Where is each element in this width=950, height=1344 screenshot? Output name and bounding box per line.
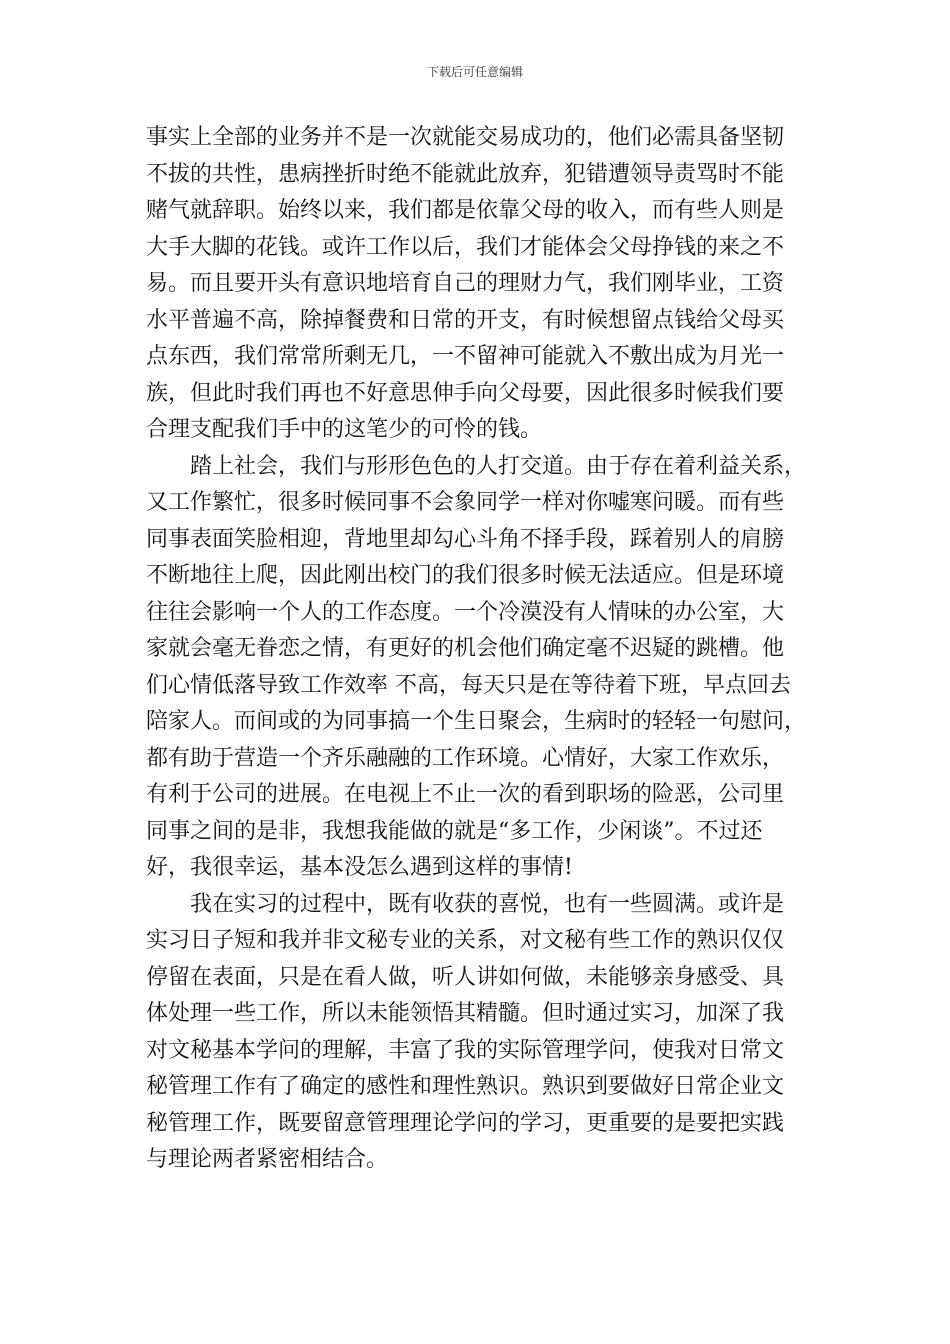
text-line: 我在实习的过程中，既有收获的喜悦，也有一些圆满。或许是 xyxy=(190,891,785,917)
text-line: 踏上社会，我们与形形色色的人打交道。由于存在着利益关系， xyxy=(190,453,807,479)
paragraph-1 xyxy=(146,120,808,449)
text-line: 大手大脚的花钱。或许工作以后，我们才能体会父母挣钱的来之不 xyxy=(146,234,785,260)
text-line: 不拔的共性，患病挫折时绝不能就此放弃，犯错遭领导责骂时不能 xyxy=(146,161,785,187)
text-line: 有利于公司的进展。在电视上不止一次的看到职场的险恶，公司里 xyxy=(146,782,785,807)
text-line: 族，但此时我们再也不好意思伸手向父母要，因此很多时候我们要 xyxy=(146,380,785,406)
text-line: 秘管理工作有了确定的感性和理性熟识。熟识到要做好日常企业文 xyxy=(146,1074,785,1099)
paragraph-3 xyxy=(146,887,808,1179)
text-line: 实习日子短和我并非文秘专业的关系，对文秘有些工作的熟识仅仅 xyxy=(146,928,785,953)
text-line: 对文秘基本学问的理解，丰富了我的实际管理学问，使我对日常文 xyxy=(146,1037,785,1063)
text-line: 停留在表面，只是在看人做，听人讲如何做，未能够亲身感受、具 xyxy=(146,964,785,990)
text-line: 都有助于营造一个齐乐融融的工作环境。心情好，大家工作欢乐， xyxy=(146,745,785,771)
text-line: 秘管理工作，既要留意管理理论学问的学习，更重要的是要把实践 xyxy=(146,1110,785,1136)
page-header: 下载后可任意编辑 xyxy=(426,65,523,79)
text-line: 与理论两者紧密相结合。 xyxy=(146,1147,389,1172)
text-line: 同事之间的是非，我想我能做的就是“多工作，少闲谈”。不过还 xyxy=(146,818,763,844)
text-line: 同事表面笑脸相迎，背地里却勾心斗角不择手段，踩着别人的肩膀 xyxy=(146,526,785,552)
text-line: 点东西，我们常常所剩无几，一不留神可能就入不敷出成为月光一 xyxy=(146,344,785,369)
text-line: 水平普遍不高，除掉餐费和日常的开支，有时候想留点钱给父母买 xyxy=(146,307,785,333)
text-line: 赌气就辞职。始终以来，我们都是依靠父母的收入，而有些人则是 xyxy=(146,198,785,223)
text-line: 陪家人。而间或的为同事搞一个生日聚会，生病时的轻轻一句慰问， xyxy=(146,709,807,734)
text-line: 易。而且要开头有意识地培育自己的理财力气，我们刚毕业，工资 xyxy=(146,271,785,296)
text-line: 合理支配我们手中的这笔少的可怜的钱。 xyxy=(146,417,543,442)
text-line: 们心情低落导致工作效率 不高，每天只是在等待着下班，早点回去 xyxy=(146,672,791,698)
text-line: 好，我很幸运，基本没怎么遇到这样的事情! xyxy=(146,855,573,880)
text-line: 不断地往上爬，因此刚出校门的我们很多时候无法适应。但是环境 xyxy=(146,563,785,588)
text-line: 家就会毫无眷恋之情，有更好的机会他们确定毫不迟疑的跳槽。他 xyxy=(146,636,785,661)
paragraph-2 xyxy=(146,449,808,887)
text-line: 又工作繁忙，很多时候同事不会象同学一样对你嘘寒问暖。而有些 xyxy=(146,490,785,515)
text-line: 事实上全部的业务并不是一次就能交易成功的，他们必需具备坚韧 xyxy=(146,125,785,150)
text-line: 体处理一些工作，所以未能领悟其精髓。但时通过实习，加深了我 xyxy=(146,1001,785,1026)
text-line: 往往会影响一个人的工作态度。一个冷漠没有人情味的办公室，大 xyxy=(146,599,785,625)
document-body xyxy=(146,120,808,1179)
